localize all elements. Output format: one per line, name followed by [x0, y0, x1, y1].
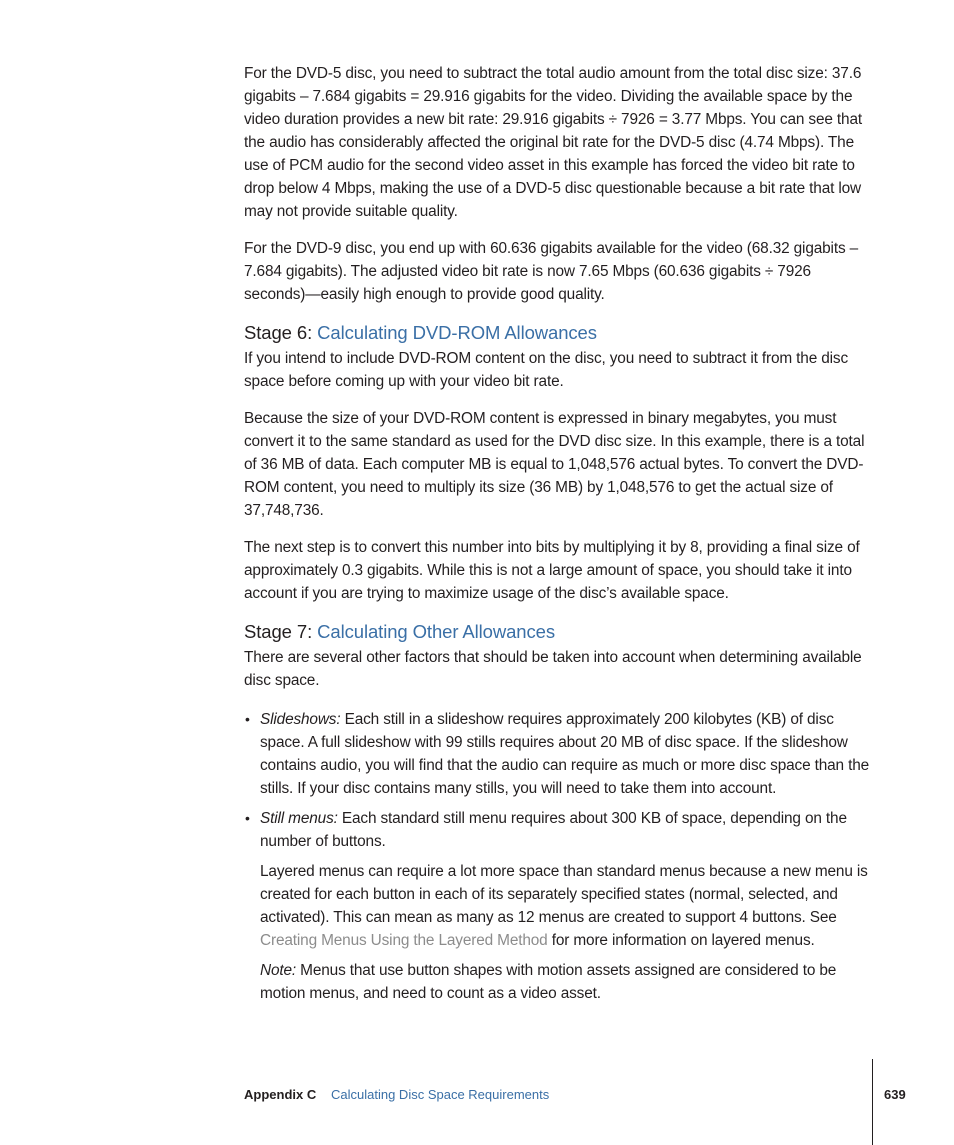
- page-number: 639: [884, 1087, 906, 1102]
- still-menus-text: Each standard still menu requires about 300 KB of space, depending on the number of buttons.: [260, 810, 847, 850]
- stage6-heading-title: Calculating DVD-ROM Allowances: [317, 322, 597, 343]
- stage6-paragraph-1: If you intend to include DVD-ROM content on the disc, you need to subtract it from the disc space before coming up with your video bit rate.: [244, 350, 848, 390]
- allowances-list: [244, 708, 876, 1005]
- stage6-paragraph-2: Because the size of your DVD-ROM content is expressed in binary megabytes, you must convert it to the same standard as used for the DVD disc size. In this example, there is a total of 36 MB of data. Each computer MB is equal to 1,048,576 actual bytes. To convert the DVD-ROM content, you need to multiply its size (36 MB) by 1,048,576 to get the actual size of 37,748,736.: [244, 410, 865, 519]
- stage7-heading-prefix: Stage 7:: [244, 621, 318, 642]
- slideshows-text: Each still in a slideshow requires approximately 200 kilobytes (KB) of disc space. A full slideshow with 99 stills requires about 20 MB of disc space. If the slideshow contains audio, you will find that the audio can require as much or more disc space than the stills. If your disc contains many stills, you will need to take them into account.: [260, 711, 870, 797]
- stage6-paragraph-3: The next step is to convert this number into bits by multiplying it by 8, providing a final size of approximately 0.3 gigabits. While this is not a large amount of space, you should take it into account if you are trying to maximize usage of the disc’s available space.: [244, 539, 860, 602]
- stage7-heading-title: Calculating Other Allowances: [317, 621, 555, 642]
- layered-menus-text-end: for more information on layered menus.: [547, 932, 815, 949]
- list-item-slideshows: [244, 708, 876, 800]
- page-content: [244, 62, 876, 1012]
- still-menus-term: Still menus:: [260, 810, 338, 827]
- stage6-heading: [244, 320, 876, 346]
- bullet-dot: •: [245, 711, 250, 727]
- stage7-intro: There are several other factors that should be taken into account when determining available disc space.: [244, 649, 862, 689]
- layered-method-link[interactable]: Creating Menus Using the Layered Method: [260, 932, 548, 949]
- paragraph-dvd9: For the DVD-9 disc, you end up with 60.636 gigabits available for the video (68.32 gigabits – 7.684 gigabits). The adjusted video bit rate is now 7.65 Mbps (60.636 gigabits ÷ 7926 seconds)—easily high enough to provide good quality.: [244, 240, 859, 303]
- note-term: Note:: [260, 962, 297, 979]
- slideshows-term: Slideshows:: [260, 711, 341, 728]
- layered-menus-text: Layered menus can require a lot more space than standard menus because a new menu is created for each button in each of its separately specified states (normal, selected, and activated). This can mean as many as 12 menus are created to support 4 buttons. See: [260, 863, 868, 926]
- footer-divider: [872, 1059, 873, 1145]
- bullet-dot: •: [245, 810, 250, 826]
- paragraph-dvd5: For the DVD-5 disc, you need to subtract the total audio amount from the total disc size: 37.6 gigabits – 7.684 gigabits = 29.916 gigabits for the video. Dividing the available space by the video duration provides a new bit rate: 29.916 gigabits ÷ 7926 = 3.77 Mbps. You can see that the audio has considerably affected the original bit rate for the DVD-5 disc (4.74 Mbps). The use of PCM audio for the second video asset in this example has forced the video bit rate to drop below 4 Mbps, making the use of a DVD-5 disc questionable because a bit rate that low may not provide suitable quality.: [244, 65, 862, 220]
- note-paragraph: [260, 959, 876, 1005]
- footer-appendix-label: Appendix C: [244, 1087, 317, 1102]
- note-text: Menus that use button shapes with motion assets assigned are considered to be motion menus, and need to count as a video asset.: [260, 962, 837, 1002]
- layered-menus-paragraph: [260, 860, 876, 952]
- stage6-heading-prefix: Stage 6:: [244, 322, 318, 343]
- list-item-still-menus: [244, 807, 876, 1005]
- stage7-heading: [244, 619, 876, 645]
- footer-chapter-title: Calculating Disc Space Requirements: [331, 1087, 550, 1102]
